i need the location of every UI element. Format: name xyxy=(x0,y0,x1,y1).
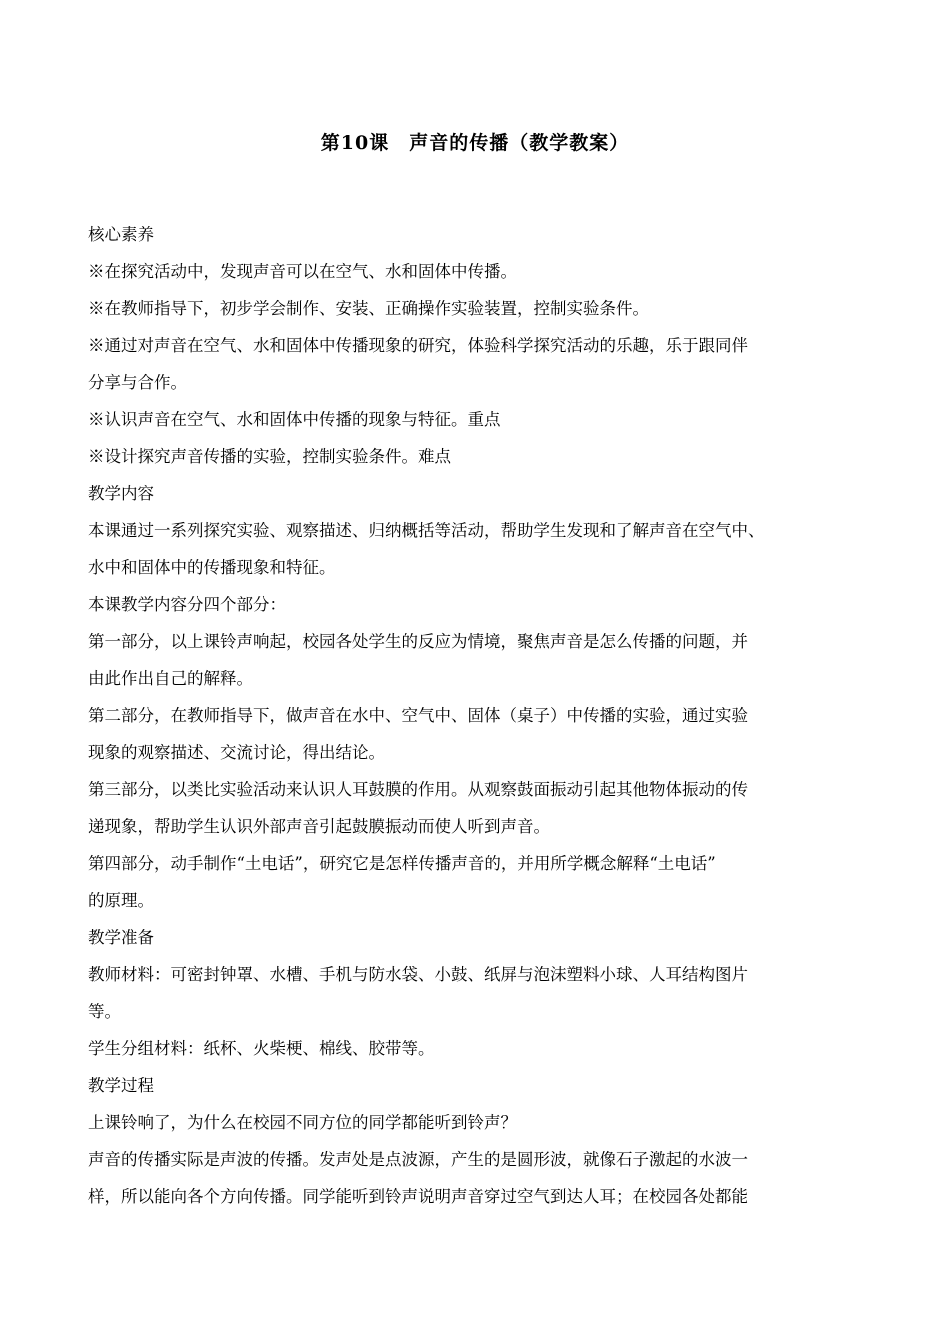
document-body xyxy=(88,216,868,1215)
text-line: ※在教师指导下，初步学会制作、安装、正确操作实验装置，控制实验条件。 xyxy=(88,299,649,318)
text-line: 学生分组材料：纸杯、火柴梗、棉线、胶带等。 xyxy=(88,1039,435,1058)
heading-core-literacy: 核心素养 xyxy=(88,225,154,244)
document-title: 第10课 声音的传播（教学教案） xyxy=(320,132,630,154)
text-line: ※在探究活动中，发现声音可以在空气、水和固体中传播。 xyxy=(88,262,517,281)
text-line: ※认识声音在空气、水和固体中传播的现象与特征。重点 xyxy=(88,410,501,429)
text-line: 本课教学内容分四个部分： xyxy=(88,595,286,614)
text-line: ※设计探究声音传播的实验，控制实验条件。难点 xyxy=(88,447,451,466)
text-line: 第三部分，以类比实验活动来认识人耳鼓膜的作用。从观察鼓面振动引起其他物体振动的传 xyxy=(88,780,748,799)
text-line: 现象的观察描述、交流讨论，得出结论。 xyxy=(88,743,385,762)
text-line: 第四部分，动手制作“土电话”，研究它是怎样传播声音的，并用所学概念解释“土电话” xyxy=(88,854,716,873)
text-line: 样，所以能向各个方向传播。同学能听到铃声说明声音穿过空气到达人耳；在校园各处都能 xyxy=(88,1187,748,1206)
text-line: ※通过对声音在空气、水和固体中传播现象的研究，体验科学探究活动的乐趣，乐于跟同伴 xyxy=(88,336,748,355)
text-line: 递现象，帮助学生认识外部声音引起鼓膜振动而使人听到声音。 xyxy=(88,817,550,836)
heading-teaching-process: 教学过程 xyxy=(88,1076,154,1095)
text-line: 本课通过一系列探究实验、观察描述、归纳概括等活动，帮助学生发现和了解声音在空气中、 xyxy=(88,521,765,540)
text-line: 水中和固体中的传播现象和特征。 xyxy=(88,558,336,577)
text-line: 等。 xyxy=(88,1002,121,1021)
text-line: 分享与合作。 xyxy=(88,373,187,392)
text-line: 第一部分，以上课铃声响起，校园各处学生的反应为情境，聚焦声音是怎么传播的问题，并 xyxy=(88,632,748,651)
text-line: 上课铃响了，为什么在校园不同方位的同学都能听到铃声？ xyxy=(88,1113,517,1132)
text-line: 教师材料：可密封钟罩、水槽、手机与防水袋、小鼓、纸屏与泡沫塑料小球、人耳结构图片 xyxy=(88,965,748,984)
text-line: 第二部分，在教师指导下，做声音在水中、空气中、固体（桌子）中传播的实验，通过实验 xyxy=(88,706,748,725)
text-line: 由此作出自己的解释。 xyxy=(88,669,253,688)
text-line: 声音的传播实际是声波的传播。发声处是点波源，产生的是圆形波，就像石子激起的水波一 xyxy=(88,1150,748,1169)
heading-teaching-content: 教学内容 xyxy=(88,484,154,503)
heading-teaching-preparation: 教学准备 xyxy=(88,928,154,947)
text-line: 的原理。 xyxy=(88,891,154,910)
